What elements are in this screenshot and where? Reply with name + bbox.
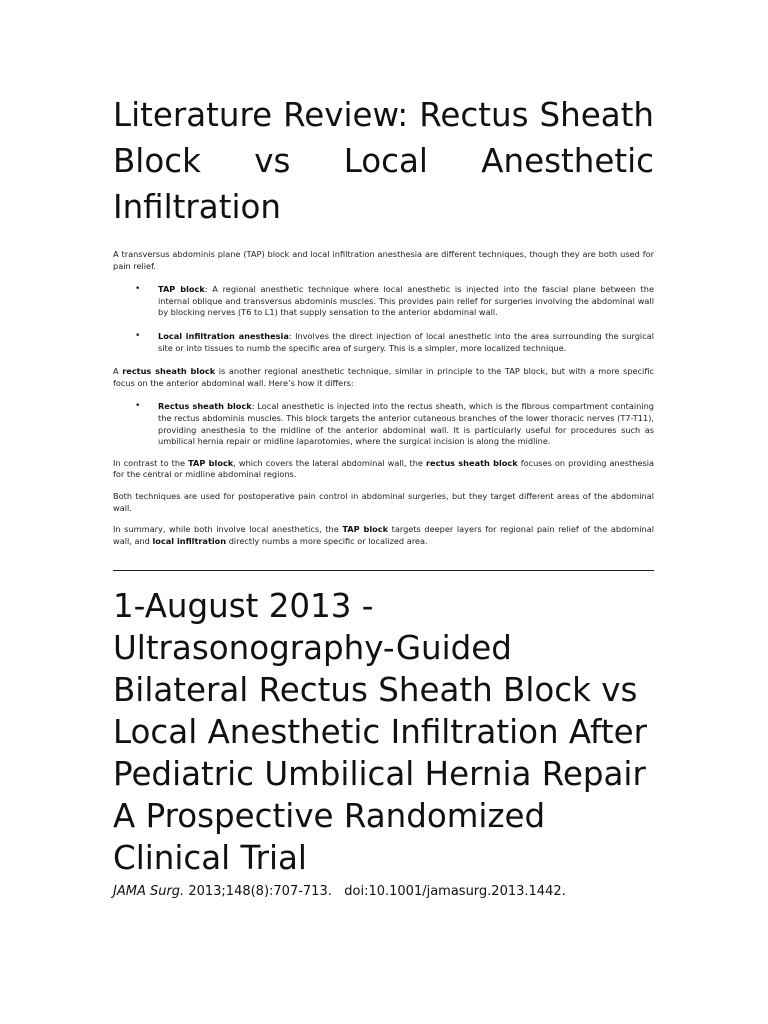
list-item-rectus-sheath-block (113, 401, 654, 447)
journal-name: JAMA Surg. (113, 884, 185, 900)
text-run: targets deeper layers for regional pain relief of the abdominal wall, and (113, 524, 655, 546)
term-tap-block: TAP block (342, 524, 389, 535)
local-infiltration-description: : Involves the direct injection of local anesthetic into the area surrounding the surgical site or into tissues to numb the specific area of surgery. This is a simpler, more localized technique. (158, 330, 654, 353)
rectus-sheath-paragraph (113, 366, 654, 389)
list-item-local-infiltration (113, 331, 654, 354)
citation-details: 2013;148(8):707-713. doi:10.1001/jamasurg.2013.1442. (184, 884, 566, 900)
bullet-icon: • (135, 330, 141, 341)
term-rectus-sheath-block: rectus sheath block (425, 457, 518, 468)
page-title: Literature Review: Rectus Sheath Block vs Local Anesthetic Infiltration (113, 96, 654, 226)
term-rectus-sheath-block: rectus sheath block (122, 366, 216, 377)
text-run: directly numbs a more specific or localized area. (226, 535, 428, 546)
horizontal-divider (113, 570, 654, 571)
list-item-tap-block (113, 284, 654, 319)
rectus-sheath-description: : Local anesthetic is injected into the rectus sheath, which is the fibrous compartment containing the rectus abdominis muscles. This block targets the anterior cutaneous branches of the lower thoracic nerves (T7-T11), providing anesthesia to the midline of the anterior abdominal wall. It is particularly useful for procedures such as umbilical hernia repair or midline laparotomies, where the surgical incision is along the midline. (158, 401, 654, 447)
summary-paragraph (113, 524, 654, 547)
text-run: A (113, 366, 123, 377)
article-citation (113, 883, 654, 901)
term-tap-block: TAP block (188, 457, 234, 468)
term-local-infiltration: local infiltration (152, 535, 227, 546)
technique-list (113, 284, 654, 354)
article-title: 1-August 2013 - Ultrasonography-Guided Bilateral Rectus Sheath Block vs Local Anesthetic Infiltration After Pediatric Umbilical Hernia Repair A Prospective Randomized Clinical Trial (113, 587, 647, 878)
rectus-sheath-list (113, 401, 654, 447)
text-run: is another regional anesthetic technique, similar in principle to the TAP block, but with a more specific focus on the anterior abdominal wall. Here’s how it differs: (113, 366, 654, 388)
both-techniques-paragraph: Both techniques are used for postoperative pain control in abdominal surgeries, but they target different areas of the abdominal wall. (113, 490, 654, 513)
text-run: In summary, while both involve local anesthetics, the (113, 524, 343, 535)
term-local-infiltration: Local infiltration anesthesia (158, 330, 289, 341)
bullet-icon: • (135, 401, 141, 412)
text-run: In contrast to the (113, 457, 189, 468)
tap-block-description: : A regional anesthetic technique where local anesthetic is injected into the fascial plane between the internal oblique and transversus abdominis muscles. This provides pain relief for surgeries involving the abdominal wall by blocking nerves (T6 to L1) that supply sensation to the anterior abdominal wall. (158, 284, 654, 318)
bullet-icon: • (135, 284, 141, 295)
term-rectus-sheath-block: Rectus sheath block (158, 401, 252, 412)
contrast-paragraph (113, 458, 654, 481)
text-run: , which covers the lateral abdominal wall, the (233, 457, 426, 468)
term-tap-block: TAP block (158, 284, 205, 295)
intro-paragraph: A transversus abdominis plane (TAP) block and local infiltration anesthesia are different techniques, though they are both used for pain relief. (113, 249, 654, 271)
text-run: focuses on providing anesthesia for the central or midline abdominal regions. (113, 457, 655, 480)
document-page (113, 92, 654, 901)
review-body (113, 249, 654, 547)
